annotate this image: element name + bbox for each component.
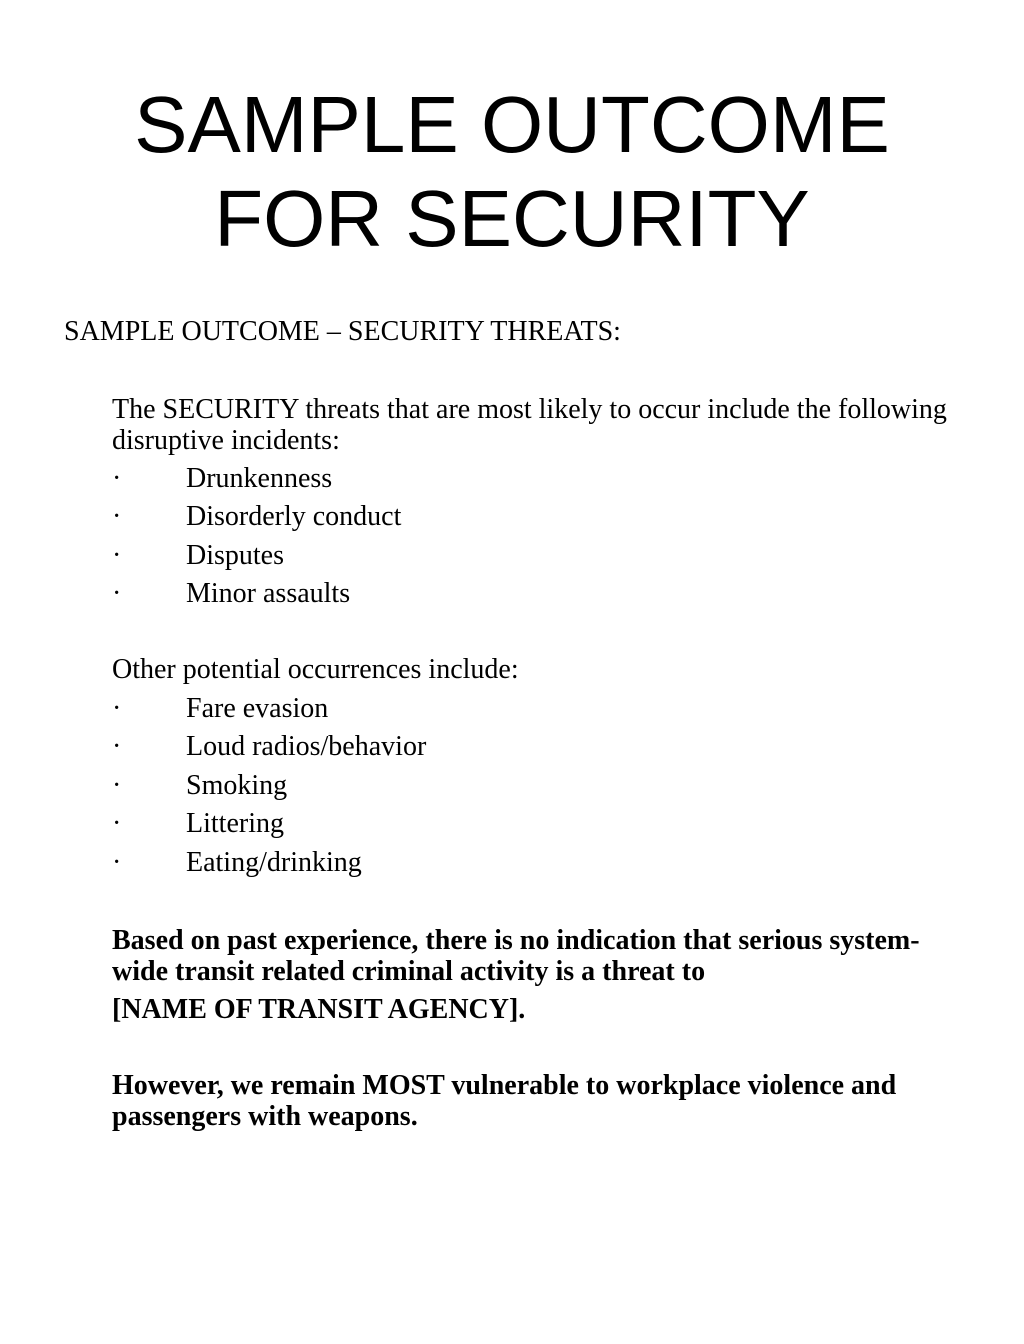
bullet-glyph: · [112, 693, 122, 724]
list-item-label: Fare evasion [186, 693, 329, 724]
list-item [112, 728, 912, 766]
list-item [112, 537, 912, 575]
list-item [112, 460, 912, 498]
list-item-label: Disputes [186, 539, 284, 571]
conclusion-paragraph-2: However, we remain MOST vulnerable to workplace violence and passengers with weapons. [112, 1070, 897, 1132]
bullet-glyph: · [112, 501, 122, 533]
list-item [112, 575, 912, 613]
bullet-glyph: · [112, 463, 122, 494]
list-item [112, 767, 912, 805]
agency-name-placeholder: [NAME OF TRANSIT AGENCY]. [112, 994, 526, 1025]
bullet-glyph: · [112, 808, 122, 840]
slide-title [0, 78, 1024, 266]
list-item-label: Eating/drinking [186, 846, 362, 878]
list-item-label: Loud radios/behavior [186, 731, 427, 763]
list-item [112, 690, 912, 728]
other-occurrences-heading: Other potential occurrences include: [112, 654, 519, 685]
slide-title-line-2: FOR SECURITY [214, 174, 810, 263]
bullet-glyph: · [112, 769, 122, 801]
bullet-glyph: · [112, 731, 122, 763]
list-item [112, 844, 912, 882]
conclusion-1-text: Based on past experience, there is no indication that serious system-wide transit related criminal activity is a threat to [112, 925, 920, 987]
list-item-label: Minor assaults [186, 578, 351, 610]
bullet-glyph: · [112, 578, 122, 610]
list-item [112, 498, 912, 536]
other-occurrences-list [112, 690, 912, 882]
list-item-label: Drunkenness [186, 463, 333, 494]
section-heading: SAMPLE OUTCOME – SECURITY THREATS: [64, 316, 621, 347]
list-item-label: Smoking [186, 769, 288, 801]
likely-incidents-list [112, 460, 912, 614]
bullet-glyph: · [112, 846, 122, 878]
list-item-label: Disorderly conduct [186, 501, 402, 533]
intro-paragraph: The SECURITY threats that are most likely to occur include the following disruptive incidents: [112, 394, 947, 456]
conclusion-paragraph-1 [112, 925, 972, 1025]
slide-title-line-1: SAMPLE OUTCOME [134, 80, 890, 169]
list-item [112, 805, 912, 843]
bullet-glyph: · [112, 539, 122, 571]
list-item-label: Littering [186, 808, 284, 840]
